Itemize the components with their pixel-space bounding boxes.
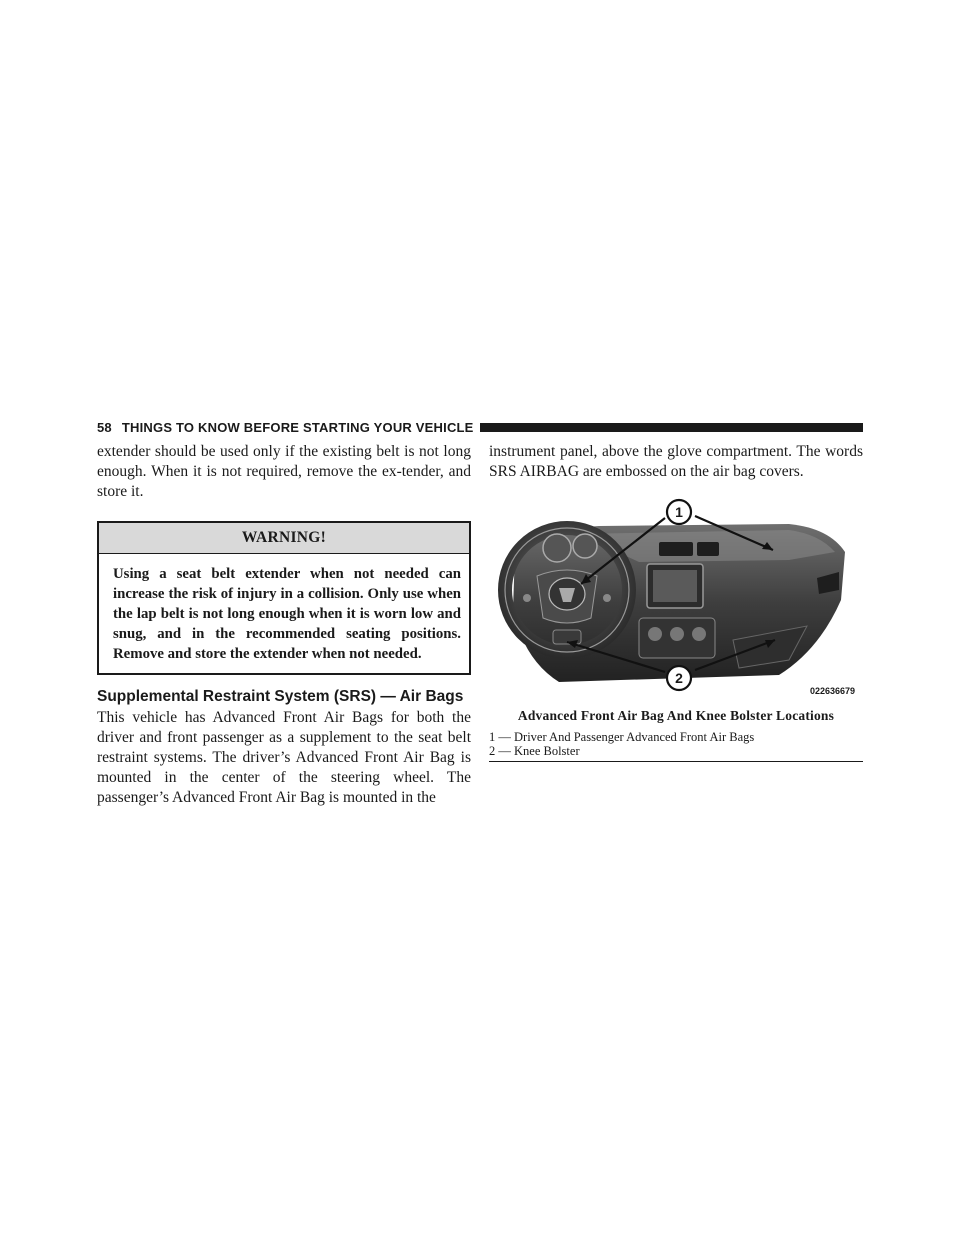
section-title: THINGS TO KNOW BEFORE STARTING YOUR VEHICLE bbox=[121, 419, 474, 435]
srs-subheading: Supplemental Restraint System (SRS) — Air Bags bbox=[97, 687, 464, 705]
intro-paragraph: extender should be used only if the existing belt is not long enough. When it is not required, remove the ex-tender, and store it. bbox=[97, 443, 471, 501]
figure-legend bbox=[489, 731, 863, 762]
page-header bbox=[97, 418, 863, 436]
callout-2-label: 2 bbox=[675, 670, 683, 687]
left-column bbox=[97, 442, 471, 809]
page-number: 58 bbox=[97, 419, 112, 435]
legend-item: 1 — Driver And Passenger Advanced Front Air Bags bbox=[489, 730, 755, 745]
airbag-location-paragraph: instrument panel, above the glove compartment. The words SRS AIRBAG are embossed on the air bag covers. bbox=[489, 443, 863, 481]
header-rule bbox=[480, 423, 863, 432]
legend-item: 2 — Knee Bolster bbox=[489, 743, 580, 758]
figure-caption: Advanced Front Air Bag And Knee Bolster Locations bbox=[517, 708, 835, 724]
warning-title: WARNING! bbox=[99, 523, 469, 554]
srs-paragraph: This vehicle has Advanced Front Air Bags for both the driver and front passenger as a supplement to the seat belt restraint systems. The driver’s Advanced Front Air Bag is mounted in the center of the steering wheel. The passenger’s Advanced Front Air Bag is mounted in the bbox=[97, 708, 471, 807]
figure-code: 022636679 bbox=[809, 686, 855, 697]
callout-1-label: 1 bbox=[675, 504, 683, 521]
right-column bbox=[489, 442, 863, 762]
warning-text: Using a seat belt extender when not needed can increase the risk of injury in a collision. Only use when the lap belt is not long enough when it is worn low and snug, and in the recommended seating positions. Remove and store the extender when not needed. bbox=[113, 565, 461, 663]
dashboard-figure bbox=[489, 490, 863, 700]
warning-box bbox=[97, 521, 471, 675]
